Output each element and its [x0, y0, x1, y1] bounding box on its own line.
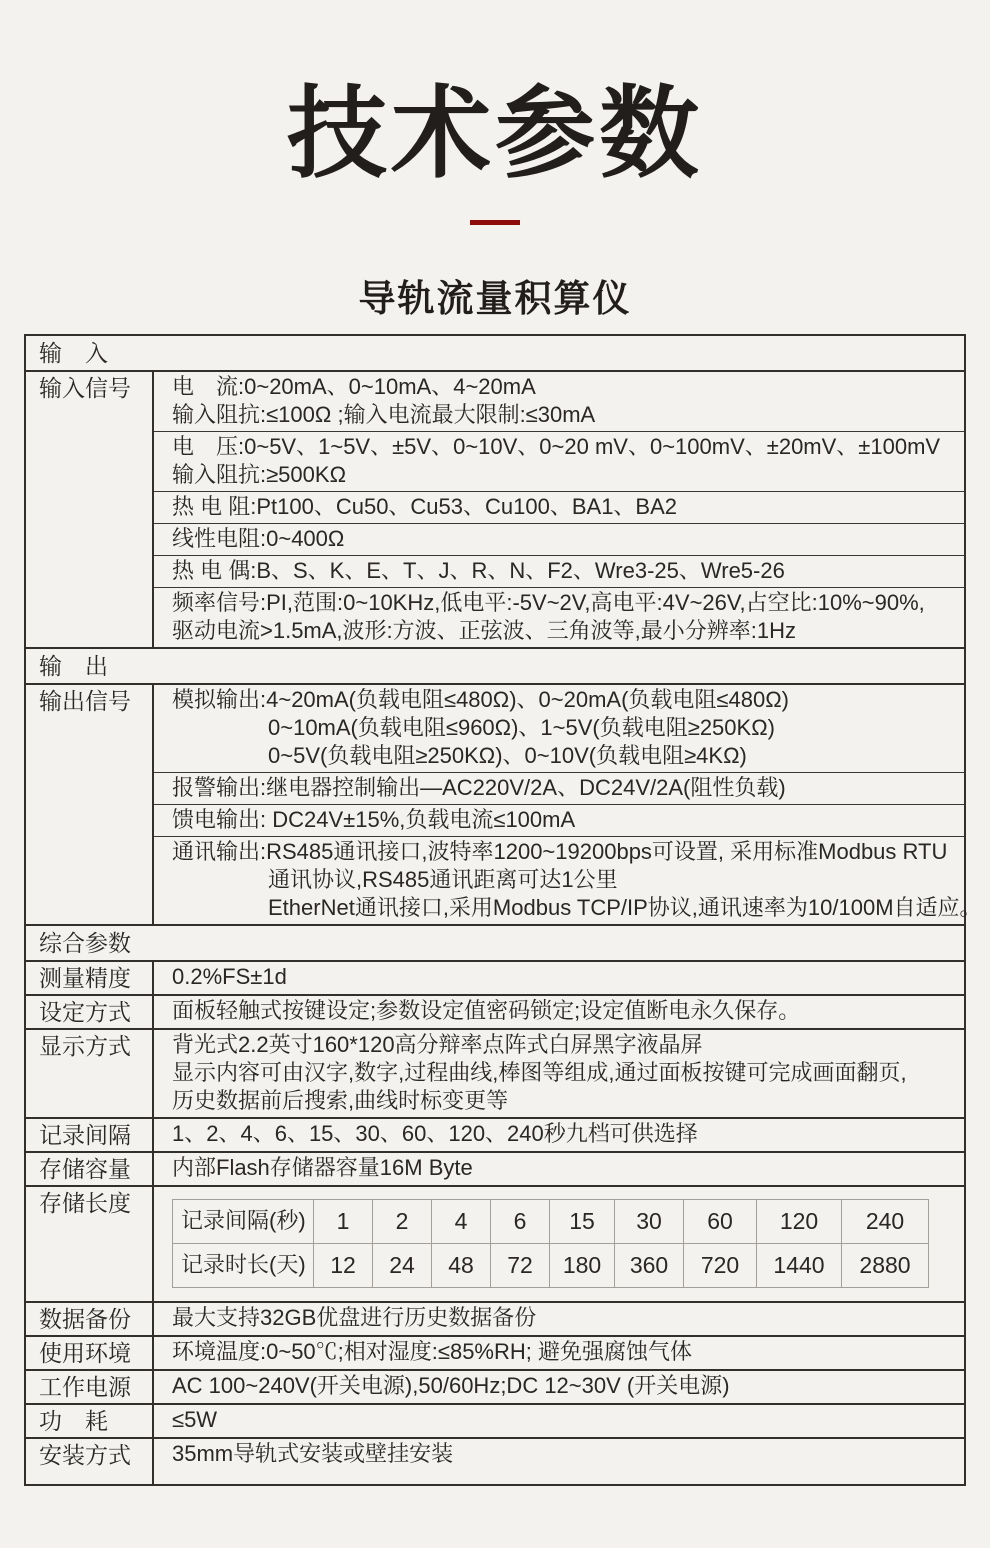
spec-sub-row — [154, 1405, 964, 1436]
spec-sub-row — [154, 555, 964, 587]
spec-line: 历史数据前后搜索,曲线时标变更等 — [172, 1087, 509, 1113]
row-content — [154, 1030, 964, 1117]
spec-line: 1、2、4、6、15、30、60、120、240秒九档可供选择 — [172, 1120, 698, 1146]
storage-cell: 48 — [432, 1243, 491, 1287]
section-header-row — [26, 647, 964, 683]
row-content — [154, 1405, 964, 1437]
storage-cell: 72 — [491, 1243, 550, 1287]
spec-line: 显示内容可由汉字,数字,过程曲线,棒图等组成,通过面板按键可完成画面翻页, — [172, 1059, 907, 1085]
spec-sub-row — [154, 1439, 964, 1484]
spec-sub-row — [154, 1153, 964, 1184]
row-content — [154, 962, 964, 994]
spec-line: 电 流:0~20mA、0~10mA、4~20mA — [172, 373, 536, 399]
storage-row-header: 记录间隔(秒) — [173, 1199, 314, 1243]
spec-line: 0.2%FS±1d — [172, 963, 287, 989]
spec-sheet-page — [0, 78, 990, 1486]
row-label: 测量精度 — [26, 962, 154, 994]
spec-sub-row — [154, 587, 964, 647]
section-header-row — [26, 336, 964, 370]
spec-sub-row — [154, 996, 964, 1027]
spec-line: 35mm导轨式安装或壁挂安装 — [172, 1440, 454, 1466]
row-label: 数据备份 — [26, 1303, 154, 1335]
row-content — [154, 996, 964, 1028]
spec-row — [26, 1403, 964, 1437]
storage-cell: 180 — [550, 1243, 615, 1287]
spec-line: 频率信号:PI,范围:0~10KHz,低电平:-5V~2V,高电平:4V~26V,占空比:10%~90%, — [172, 589, 925, 615]
storage-length-row — [173, 1199, 929, 1243]
title-divider — [470, 220, 520, 225]
row-content — [154, 1371, 964, 1403]
spec-line: AC 100~240V(开关电源),50/60Hz;DC 12~30V (开关电源) — [172, 1372, 730, 1398]
row-label: 存储容量 — [26, 1153, 154, 1185]
row-label: 存储长度 — [26, 1187, 154, 1301]
page-title: 技术参数 — [287, 78, 703, 190]
spec-row — [26, 1335, 964, 1369]
storage-cell: 720 — [684, 1243, 757, 1287]
spec-sub-row — [154, 1119, 964, 1150]
spec-sub-row — [154, 523, 964, 555]
spec-line: 热 电 偶:B、S、K、E、T、J、R、N、F2、Wre3-25、Wre5-26 — [172, 557, 785, 583]
spec-row — [26, 1437, 964, 1484]
spec-row — [26, 1301, 964, 1335]
storage-cell: 1440 — [757, 1243, 842, 1287]
spec-line: EtherNet通讯接口,采用Modbus TCP/IP协议,通讯速率为10/100M自适应。 — [268, 894, 982, 920]
row-content — [154, 372, 964, 647]
spec-line: 背光式2.2英寸160*120高分辩率点阵式白屏黑字液晶屏 — [172, 1031, 703, 1057]
storage-cell: 24 — [373, 1243, 432, 1287]
storage-cell: 6 — [491, 1199, 550, 1243]
spec-line: 0~5V(负载电阻≥250KΩ)、0~10V(负载电阻≥4KΩ) — [268, 742, 747, 768]
spec-line: ≤5W — [172, 1406, 218, 1432]
spec-table — [24, 334, 982, 1486]
row-label: 输出信号 — [26, 685, 154, 924]
spec-row — [26, 1028, 964, 1117]
storage-cell: 12 — [314, 1243, 373, 1287]
storage-cell: 4 — [432, 1199, 491, 1243]
spec-line: 面板轻触式按键设定;参数设定值密码锁定;设定值断电永久保存。 — [172, 997, 801, 1023]
spec-line: 输入阻抗:≤100Ω ;输入电流最大限制:≤30mA — [172, 401, 596, 427]
storage-cell: 1 — [314, 1199, 373, 1243]
spec-sub-row — [154, 836, 982, 924]
storage-cell: 15 — [550, 1199, 615, 1243]
row-label: 安装方式 — [26, 1439, 154, 1484]
product-subtitle: 导轨流量积算仪 — [358, 278, 632, 319]
spec-line: 0~10mA(负载电阻≤960Ω)、1~5V(负载电阻≥250KΩ) — [268, 714, 775, 740]
storage-length-row — [173, 1243, 929, 1287]
storage-cell: 30 — [615, 1199, 684, 1243]
spec-sub-row — [154, 1371, 964, 1402]
spec-line: 通讯协议,RS485通讯距离可达1公里 — [268, 866, 618, 892]
row-content — [154, 1337, 964, 1369]
row-label: 记录间隔 — [26, 1119, 154, 1151]
section-header-row — [26, 924, 964, 960]
storage-cell: 120 — [757, 1199, 842, 1243]
spec-row — [26, 370, 964, 647]
spec-line: 通讯输出:RS485通讯接口,波特率1200~19200bps可设置, 采用标准Modbus RTU — [172, 838, 948, 864]
spec-line: 馈电输出: DC24V±15%,负载电流≤100mA — [172, 806, 576, 832]
spec-row — [26, 683, 982, 924]
section-label: 输 入 — [39, 339, 108, 366]
storage-length-wrap — [154, 1187, 964, 1301]
spec-row — [26, 960, 964, 994]
spec-line: 线性电阻:0~400Ω — [172, 525, 345, 551]
row-label: 功 耗 — [26, 1405, 154, 1437]
spec-sub-row — [154, 372, 964, 431]
storage-row-header: 记录时长(天) — [173, 1243, 314, 1287]
spec-line: 驱动电流>1.5mA,波形:方波、正弦波、三角波等,最小分辨率:1Hz — [172, 617, 797, 643]
row-label: 使用环境 — [26, 1337, 154, 1369]
storage-cell: 360 — [615, 1243, 684, 1287]
spec-sub-row — [154, 772, 964, 804]
row-label: 工作电源 — [26, 1371, 154, 1403]
spec-row — [26, 1185, 964, 1301]
spec-row — [26, 1369, 964, 1403]
spec-row — [26, 1151, 964, 1185]
spec-line: 电 压:0~5V、1~5V、±5V、0~10V、0~20 mV、0~100mV、±20mV、±100mV — [172, 433, 941, 459]
row-content — [154, 1303, 964, 1335]
spec-sub-row — [154, 804, 964, 836]
spec-sub-row — [154, 1030, 964, 1117]
storage-cell: 2 — [373, 1199, 432, 1243]
storage-length-table — [172, 1199, 929, 1288]
spec-row — [26, 1117, 964, 1151]
spec-sub-row — [154, 431, 964, 491]
spec-sub-row — [154, 491, 964, 523]
row-content — [154, 1439, 964, 1484]
spec-line: 输入阻抗:≥500KΩ — [172, 461, 347, 487]
row-label: 设定方式 — [26, 996, 154, 1028]
spec-line: 热 电 阻:Pt100、Cu50、Cu53、Cu100、BA1、BA2 — [172, 493, 678, 519]
spec-line: 内部Flash存储器容量16M Byte — [172, 1154, 473, 1180]
storage-cell: 60 — [684, 1199, 757, 1243]
spec-row — [26, 994, 964, 1028]
storage-cell: 240 — [842, 1199, 929, 1243]
row-label: 显示方式 — [26, 1030, 154, 1117]
row-content — [154, 1187, 964, 1301]
spec-sub-row — [154, 962, 964, 993]
spec-sub-row — [154, 685, 964, 772]
spec-line: 最大支持32GB优盘进行历史数据备份 — [172, 1304, 537, 1330]
storage-cell: 2880 — [842, 1243, 929, 1287]
spec-line: 模拟输出:4~20mA(负载电阻≤480Ω)、0~20mA(负载电阻≤480Ω) — [172, 686, 789, 712]
spec-sub-row — [154, 1337, 964, 1368]
spec-line: 环境温度:0~50℃;相对湿度:≤85%RH; 避免强腐蚀气体 — [172, 1338, 692, 1364]
spec-line: 报警输出:继电器控制输出—AC220V/2A、DC24V/2A(阻性负载) — [172, 774, 786, 800]
row-label: 输入信号 — [26, 372, 154, 647]
spec-sub-row — [154, 1303, 964, 1334]
row-content — [154, 685, 982, 924]
section-label: 输 出 — [39, 652, 108, 679]
section-label: 综合参数 — [39, 929, 131, 956]
row-content — [154, 1153, 964, 1185]
row-content — [154, 1119, 964, 1151]
